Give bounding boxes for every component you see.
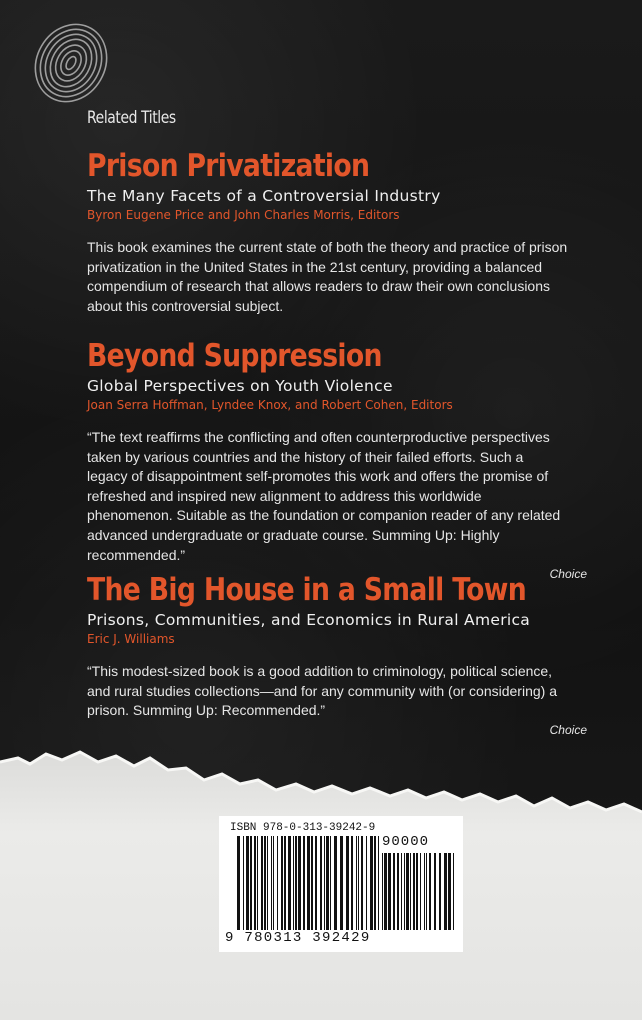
barcode-label <box>219 816 463 952</box>
barcode-bar <box>298 836 301 930</box>
barcode-bar <box>393 853 395 930</box>
barcode-bar <box>439 853 441 930</box>
book-entry-beyond-suppression <box>87 338 587 581</box>
barcode-bar <box>361 836 363 930</box>
barcode-bar <box>384 853 387 930</box>
barcode-bar <box>424 853 425 930</box>
barcode-bar <box>366 836 367 930</box>
barcode-bar <box>288 836 291 930</box>
barcode-bar <box>303 836 305 930</box>
book-editors: Byron Eugene Price and John Charles Morris, Editors <box>87 208 400 222</box>
barcode-bar <box>351 836 353 930</box>
book-editors: Joan Serra Hoffman, Lyndee Knox, and Robert Cohen, Editors <box>87 398 453 412</box>
barcode-bar <box>250 836 252 930</box>
barcode-bar <box>307 836 310 930</box>
barcode-bar <box>453 853 454 930</box>
barcode-bar <box>330 836 331 930</box>
barcode-bar <box>311 836 313 930</box>
review-source: Choice <box>549 722 587 737</box>
book-entry-big-house <box>87 572 587 737</box>
barcode-bar <box>277 836 278 930</box>
fingerprint-icon <box>28 18 114 108</box>
price-code: 90000 <box>382 834 430 850</box>
barcode-bar <box>404 853 405 930</box>
barcode-bar <box>271 836 272 930</box>
barcode-bar <box>374 836 376 930</box>
barcode-bar <box>281 836 283 930</box>
barcode-bar <box>420 853 421 930</box>
book-subtitle: Prisons, Communities, and Economics in Rural America <box>87 611 531 629</box>
barcode-bar <box>334 836 337 930</box>
book-title: The Big House in a Small Town <box>87 572 527 608</box>
book-entry-prison-privatization <box>87 148 587 316</box>
barcode-bar <box>264 836 266 930</box>
book-subtitle: Global Perspectives on Youth Violence <box>87 377 393 395</box>
barcode-bar <box>426 853 427 930</box>
barcode-bar <box>293 836 294 930</box>
barcode-bar <box>397 853 399 930</box>
barcode-bar <box>324 836 325 930</box>
book-description: This book examines the current state of both the theory and practice of prison privatization in the United States in the 21st century, providing a balanced compendium of research that allows readers to draw their own conclusions about this controversial subject. <box>87 239 568 314</box>
barcode-bar <box>382 853 383 930</box>
barcode-bar <box>388 853 391 930</box>
review-quote: “This modest-sized book is a good addition to criminology, political science, and rural studies collections—and for any community with (or considering) a prison. Summing Up: Recommended.” <box>87 663 557 719</box>
related-titles-heading: Related Titles <box>87 108 176 128</box>
barcode-bar <box>356 836 357 930</box>
review-quote: “The text reaffirms the conflicting and often counterproductive perspectives taken by various countries and the history of their failed efforts. Such a legacy of disappointment self-promotes this work and offers the promise of refreshed and inspired new alignment to address this worldwide phenomenon. Suitable as the foundation or companion reader of any related advanced undergraduate or graduate course. Summing Up: Highly recommended.” <box>87 429 561 563</box>
barcode-bar <box>370 836 373 930</box>
ean-digits: 9 780313 392429 <box>225 930 371 946</box>
barcode-bar <box>273 836 274 930</box>
barcode-bar <box>267 836 268 930</box>
barcode-bar <box>410 853 411 930</box>
barcode-bar <box>315 836 317 930</box>
barcode-bar <box>284 836 286 930</box>
barcode-bar <box>434 853 436 930</box>
review-source: Choice <box>549 567 587 582</box>
isbn-text: ISBN 978-0-313-39242-9 <box>230 822 376 834</box>
addon-barcode <box>382 853 454 930</box>
barcode-bar <box>378 836 379 930</box>
barcode-bar <box>340 836 343 930</box>
book-subtitle: The Many Facets of a Controversial Industry <box>87 187 441 205</box>
barcode-bar <box>406 853 409 930</box>
barcode-bar <box>401 853 402 930</box>
ean-barcode <box>237 836 379 930</box>
barcode-bar <box>254 836 256 930</box>
barcode-bar <box>257 836 258 930</box>
barcode-bar <box>358 836 359 930</box>
barcode-bar <box>261 836 263 930</box>
barcode-bar <box>346 836 349 930</box>
barcode-bar <box>237 836 240 930</box>
barcode-bar <box>246 836 249 930</box>
barcode-bar <box>326 836 329 930</box>
barcode-bar <box>413 853 415 930</box>
barcode-bar <box>448 853 451 930</box>
barcode-bar <box>320 836 322 930</box>
book-title: Prison Privatization <box>87 148 370 184</box>
book-editors: Eric J. Williams <box>87 632 175 646</box>
barcode-bar <box>243 836 244 930</box>
barcode-bar <box>295 836 297 930</box>
barcode-bar <box>444 853 447 930</box>
book-title: Beyond Suppression <box>87 338 382 374</box>
barcode-bar <box>416 853 418 930</box>
barcode-bar <box>429 853 431 930</box>
